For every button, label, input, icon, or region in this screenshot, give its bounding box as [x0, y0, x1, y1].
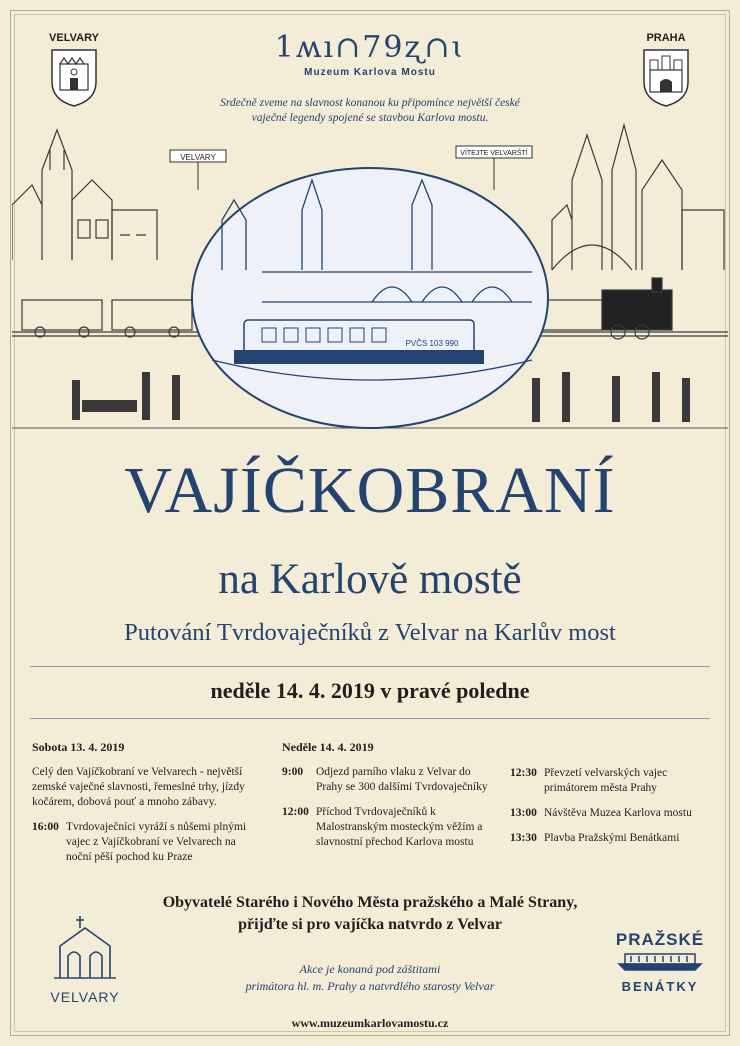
event-subtitle: na Karlově mostě [218, 556, 522, 603]
schedule-item [32, 820, 258, 865]
velvary-town-drawing [12, 130, 157, 260]
schedule-text: Odjezd parního vlaku z Velvar do Prahy se 300 dalšími Tvrdovaječníky [316, 766, 488, 793]
divider-top [30, 666, 710, 667]
boat-icon [615, 950, 705, 974]
schedule-sunday [282, 740, 494, 860]
illustration [12, 110, 728, 450]
intro-text: Srdečně zveme na slavnost konanou ku připomínce největší české vaječné legendy spojené se stavbou Karlova mostu. [220, 97, 520, 124]
event-date: neděle 14. 4. 2019 v pravé poledne [210, 678, 530, 703]
charles-bridge-oval [192, 168, 548, 428]
schedule-time: 9:00 [282, 766, 304, 778]
velvary-logo [40, 912, 130, 1005]
schedule-time: 13:00 [510, 807, 537, 819]
schedule-text: Tvrdovaječníci vyráží s nůšemi plnými vajec z Vajíčkobraní ve Velvarech na noční pěší pochod ku Praze [66, 821, 247, 863]
schedule-item [282, 805, 494, 850]
prague-town-drawing [552, 125, 724, 270]
patronage-line-1: Akce je konaná pod záštitami [299, 962, 441, 976]
saturday-heading: Sobota 13. 4. 2019 [32, 740, 125, 754]
schedule-time: 12:00 [282, 806, 309, 818]
logo-right-top: PRAŽSKÉ [615, 930, 705, 949]
schedule-time: 13:30 [510, 832, 537, 844]
saturday-intro: Celý den Vajíčkobraní ve Velvarech - největší zemské vaječné slavnosti, řemeslné trhy, jízdy kočárem, dobová pouť a mnoho zábavy. [32, 766, 245, 808]
event-title: VAJÍČKOBRANÍ [124, 454, 616, 527]
event-tagline: Putování Tvrdovaječníků z Velvar na Karlův most [124, 619, 616, 646]
velvary-logo-name: VELVARY [50, 989, 120, 1005]
museum-logo: 1ʍı∩79ʐ∩ɩ [274, 30, 466, 65]
sunday-heading: Neděle 14. 4. 2019 [282, 740, 374, 754]
sign-welcome [456, 146, 532, 190]
velvary-crest-label: VELVARY [49, 32, 99, 44]
praha-crest-label: PRAHA [646, 32, 686, 44]
divider-bottom [30, 718, 710, 719]
church-icon [50, 912, 120, 982]
schedule-time: 16:00 [32, 821, 59, 833]
steam-locomotive [542, 278, 672, 339]
schedule-item [510, 806, 710, 821]
invitation-line-1: Obyvatelé Starého i Nového Města pražského a Malé Strany, [162, 894, 578, 911]
sign-velvary [170, 150, 226, 190]
schedule-item [510, 831, 710, 846]
schedule-text: Návštěva Muzea Karlova mostu [544, 807, 692, 819]
prazske-benatky-logo [612, 930, 708, 994]
svg-text:VÍTEJTE VELVARŠTÍ: VÍTEJTE VELVARŠTÍ [460, 150, 528, 157]
schedule-item [510, 766, 710, 796]
boat-plate: PVČS 103 990 [405, 339, 459, 348]
schedule-text: Plavba Pražskými Benátkami [544, 832, 680, 844]
museum-name: Muzeum Karlova Mostu [304, 67, 436, 78]
patronage-line-2: primátora hl. m. Prahy a natvrdlého starosty Velvar [245, 979, 495, 993]
schedule-item [282, 765, 494, 795]
schedule-text: Převzetí velvarských vajec primátorem města Prahy [544, 767, 668, 794]
schedule-text: Příchod Tvrdovaječníků k Malostranským mosteckým věžím a slavnostní přechod Karlova mostu [316, 806, 483, 848]
schedule-saturday [32, 740, 258, 875]
schedule-time: 12:30 [510, 767, 537, 779]
logo-right-bottom: BENÁTKY [621, 979, 699, 994]
svg-text:VELVARY: VELVARY [180, 153, 216, 162]
schedule-sunday-continued [510, 766, 710, 856]
website-link[interactable]: www.muzeumkarlovamostu.cz [291, 1016, 449, 1030]
invitation-line-2: přijďte si pro vajíčka natvrdo z Velvar [238, 916, 502, 933]
